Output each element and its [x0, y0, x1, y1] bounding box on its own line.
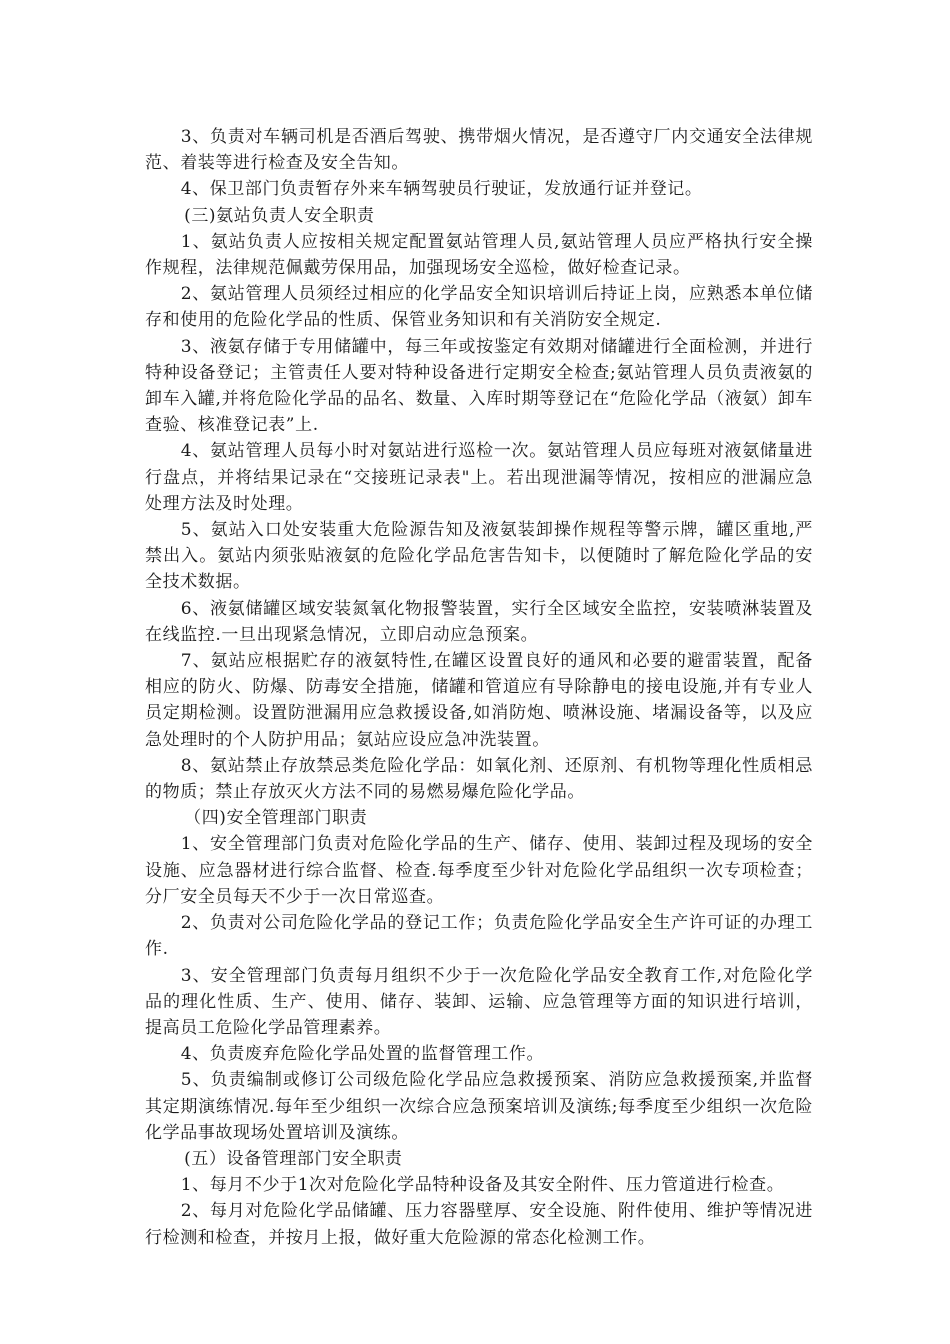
- paragraph: 4、保卫部门负责暂存外来车辆驾驶员行驶证，发放通行证并登记。: [180, 179, 703, 200]
- paragraph: 8、氨站禁止存放禁忌类危险化学品：如氧化剂、还原剂、有机物等理化性质相忌的物质；禁止存放灭火方法不同的易燃易爆危险化学品。: [145, 755, 813, 803]
- paragraph: 6、液氨储罐区域安装氮氧化物报警装置，实行全区域安全监控，安装喷淋装置及在线监控.一旦出现紧急情况，立即启动应急预案。: [145, 598, 813, 645]
- paragraph: 3、负责对车辆司机是否酒后驾驶、携带烟火情况，是否遵守厂内交通安全法律规范、着装等进行检查及安全告知。: [145, 127, 813, 174]
- paragraph: 1、氨站负责人应按相关规定配置氨站管理人员,氨站管理人员应严格执行安全操作规程，法律规范佩戴劳保用品，加强现场安全巡检，做好检查记录。: [145, 231, 813, 279]
- paragraph: 3、液氨存储于专用储罐中，每三年或按鉴定有效期对储罐进行全面检测，并进行特种设备登记；主管责任人要对特种设备进行定期安全检查;氨站管理人员负责液氨的卸车入罐,并将危险化学品的品名、数量、入库时期等登记在“危险化学品（液氨）卸车查验、核准登记表”上.: [145, 336, 813, 436]
- paragraph: 5、负责编制或修订公司级危险化学品应急救援预案、消防应急救援预案,并监督其定期演练情况.每年至少组织一次综合应急预案培训及演练;每季度至少组织一次危险化学品事故现场处置培训及演练。: [145, 1070, 813, 1143]
- paragraph: 2、每月对危险化学品储罐、压力容器壁厚、安全设施、附件使用、维护等情况进行检测和检查，并按月上报，做好重大危险源的常态化检测工作。: [145, 1201, 813, 1248]
- section-heading: (五）设备管理部门安全职责: [184, 1148, 403, 1169]
- paragraph: 3、安全管理部门负责每月组织不少于一次危险化学品安全教育工作,对危险化学品的理化性质、生产、使用、储存、装卸、运输、应急管理等方面的知识进行培训，提高员工危险化学品管理素养。: [145, 965, 813, 1038]
- paragraph: 7、氨站应根据贮存的液氨特性,在罐区设置良好的通风和必要的避雷装置，配备相应的防火、防爆、防毒安全措施，储罐和管道应有导除静电的接电设施,并有专业人员定期检测。设置防泄漏用应急救援设备,如消防炮、喷淋设施、堵漏设备等，以及应急处理时的个人防护用品；氨站应设应急冲洗装置。: [145, 651, 813, 750]
- paragraph: 2、氨站管理人员须经过相应的化学品安全知识培训后持证上岗，应熟悉本单位储存和使用的危险化学品的性质、保管业务知识和有关消防安全规定.: [145, 284, 813, 331]
- paragraph: 4、负责废弃危险化学品处置的监督管理工作。: [180, 1044, 545, 1065]
- paragraph: 5、氨站入口处安装重大危险源告知及液氨装卸操作规程等警示牌，罐区重地,严禁出入。氨站内须张贴液氨的危险化学品危害告知卡，以便随时了解危险化学品的安全技术数据。: [145, 520, 813, 593]
- section-heading: (三)氨站负责人安全职责: [184, 205, 375, 226]
- paragraph: 4、氨站管理人员每小时对氨站进行巡检一次。氨站管理人员应每班对液氨储量进行盘点，并将结果记录在“交接班记录表"上。若出现泄漏等情况，按相应的泄漏应急处理方法及时处理。: [145, 441, 813, 514]
- paragraph: 1、每月不少于1次对危险化学品特种设备及其安全附件、压力管道进行检查。: [180, 1175, 785, 1196]
- document-body: [145, 124, 813, 1251]
- section-heading: （四)安全管理部门职责: [184, 808, 368, 829]
- paragraph: 2、负责对公司危险化学品的登记工作；负责危险化学品安全生产许可证的办理工作.: [145, 913, 813, 960]
- paragraph: 1、安全管理部门负责对危险化学品的生产、储存、使用、装卸过程及现场的安全设施、应急器材进行综合监督、检查.每季度至少针对危险化学品组织一次专项检查；分厂安全员每天不少于一次日常巡查。: [145, 834, 813, 907]
